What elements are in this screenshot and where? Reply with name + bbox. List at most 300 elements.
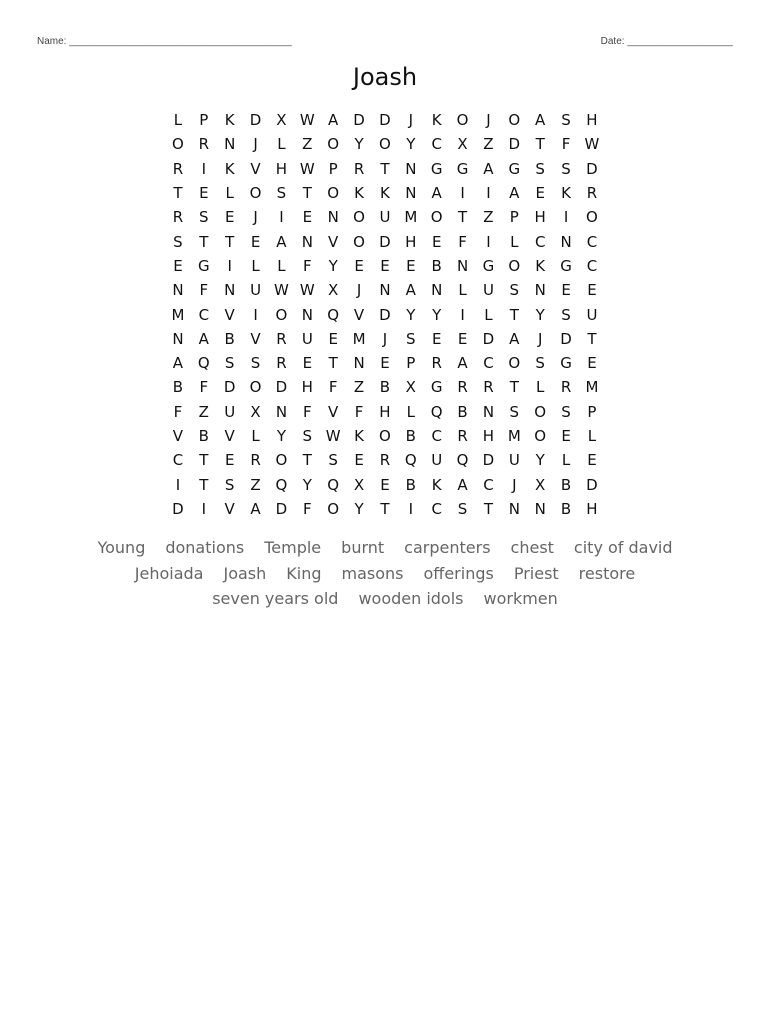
- grid-cell: W: [299, 281, 315, 300]
- grid-cell: T: [199, 475, 209, 494]
- grid-cell: V: [250, 329, 261, 348]
- grid-cell: D: [223, 378, 236, 397]
- grid-cell: K: [224, 111, 235, 130]
- grid-cell: U: [301, 329, 313, 348]
- grid-cell: O: [275, 305, 288, 324]
- grid-cell: S: [561, 159, 571, 178]
- word-bank-item: offerings: [423, 563, 494, 583]
- grid-cell: L: [587, 427, 597, 445]
- grid-cell: L: [251, 256, 260, 275]
- grid-cell: O: [249, 378, 262, 397]
- grid-cell: O: [327, 135, 340, 154]
- grid-cell: Y: [406, 135, 416, 154]
- grid-cell: P: [406, 354, 416, 373]
- grid-cell: W: [299, 159, 315, 178]
- word-bank-item: carpenters: [404, 538, 491, 557]
- grid-cell: G: [198, 256, 210, 275]
- grid-cell: E: [561, 281, 571, 300]
- grid-cell: N: [482, 402, 495, 421]
- grid-cell: O: [327, 499, 340, 518]
- grid-cell: R: [431, 354, 442, 373]
- word-bank-item: King: [286, 563, 322, 583]
- grid-cell: T: [173, 184, 183, 203]
- grid-cell: V: [172, 427, 184, 445]
- grid-cell: Y: [328, 256, 338, 275]
- word-bank-item: Priest: [513, 563, 559, 583]
- grid-cell: I: [279, 208, 284, 227]
- grid-cell: O: [430, 208, 443, 227]
- grid-cell: K: [354, 184, 364, 203]
- grid-cell: O: [379, 135, 391, 154]
- grid-cell: E: [250, 232, 261, 251]
- grid-cell: N: [456, 256, 469, 275]
- grid-cell: D: [353, 111, 365, 130]
- grid-row: [165, 229, 605, 253]
- grid-cell: Z: [353, 378, 365, 397]
- grid-cell: W: [299, 111, 315, 130]
- grid-cell: C: [431, 499, 442, 518]
- grid-cell: C: [586, 256, 598, 275]
- grid-cell: H: [379, 402, 391, 421]
- grid-cell: H: [534, 208, 546, 227]
- grid-cell: T: [225, 232, 235, 251]
- grid-cell: C: [483, 354, 494, 373]
- grid-cell: E: [406, 256, 416, 275]
- grid-cell: V: [224, 499, 235, 518]
- grid-cell: L: [484, 305, 493, 324]
- grid-cell: G: [430, 378, 443, 397]
- grid-cell: F: [328, 378, 338, 397]
- word-bank-item: seven years old: [212, 589, 339, 608]
- grid-cell: E: [302, 354, 313, 373]
- word-bank-line: [40, 561, 730, 587]
- grid-cell: S: [509, 281, 520, 300]
- grid-cell: C: [172, 451, 184, 470]
- grid-row: [165, 254, 605, 278]
- grid-cell: U: [586, 305, 598, 324]
- grid-row: [165, 472, 605, 496]
- grid-cell: R: [457, 378, 468, 397]
- grid-cell: S: [561, 402, 571, 421]
- grid-cell: I: [486, 232, 491, 251]
- date-line: Date: ___________________: [600, 36, 733, 47]
- grid-cell: M: [585, 378, 599, 397]
- grid-cell: K: [561, 184, 571, 203]
- grid-cell: B: [457, 402, 468, 421]
- grid-row: [165, 400, 605, 424]
- grid-cell: Y: [302, 475, 312, 494]
- grid-cell: X: [535, 475, 546, 494]
- grid-cell: Y: [432, 305, 442, 324]
- grid-cell: D: [482, 451, 495, 470]
- grid-cell: H: [275, 159, 288, 178]
- grid-cell: G: [456, 159, 469, 178]
- grid-cell: U: [250, 281, 262, 300]
- word-bank: [40, 535, 730, 612]
- word-bank-item: city of david: [573, 538, 673, 557]
- grid-cell: U: [508, 451, 520, 470]
- grid-cell: J: [408, 111, 414, 130]
- grid-cell: E: [302, 208, 313, 227]
- grid-cell: R: [586, 184, 598, 203]
- grid-cell: O: [353, 232, 365, 251]
- grid-cell: N: [431, 281, 443, 300]
- grid-cell: X: [405, 378, 416, 397]
- grid-row: [165, 278, 605, 302]
- grid-cell: I: [227, 256, 232, 275]
- grid-cell: E: [224, 451, 235, 470]
- grid-cell: Z: [302, 135, 313, 154]
- grid-cell: N: [172, 281, 184, 300]
- grid-cell: M: [404, 208, 418, 227]
- grid-cell: T: [509, 378, 519, 397]
- grid-cell: I: [201, 159, 207, 178]
- word-bank-item: Jehoiada: [134, 563, 204, 583]
- grid-cell: N: [405, 159, 417, 178]
- grid-cell: K: [535, 256, 546, 275]
- grid-cell: E: [380, 256, 390, 275]
- grid-cell: A: [276, 232, 287, 251]
- grid-row: [165, 375, 605, 399]
- grid-cell: U: [482, 281, 494, 300]
- grid-cell: O: [275, 451, 288, 470]
- grid-cell: X: [276, 111, 287, 130]
- grid-cell: Q: [275, 475, 288, 494]
- grid-cell: Q: [327, 475, 340, 494]
- grid-cell: D: [560, 329, 572, 348]
- grid-cell: B: [198, 427, 209, 445]
- grid-cell: K: [380, 184, 390, 203]
- grid-cell: E: [354, 256, 364, 275]
- grid-cell: E: [380, 475, 390, 494]
- grid-row: [165, 448, 605, 472]
- grid-cell: A: [172, 354, 184, 373]
- grid-cell: T: [199, 451, 209, 470]
- grid-cell: H: [586, 111, 598, 130]
- grid-cell: L: [277, 135, 286, 154]
- grid-cell: R: [457, 427, 468, 445]
- grid-cell: S: [509, 402, 520, 421]
- grid-cell: K: [431, 475, 442, 494]
- grid-cell: H: [482, 427, 495, 445]
- grid-cell: S: [302, 427, 313, 445]
- grid-cell: C: [431, 135, 442, 154]
- grid-cell: I: [486, 184, 491, 203]
- grid-cell: H: [301, 378, 313, 397]
- grid-cell: O: [456, 111, 469, 130]
- grid-cell: A: [457, 354, 468, 373]
- grid-cell: B: [405, 475, 416, 494]
- grid-cell: W: [325, 427, 341, 445]
- grid-cell: X: [250, 402, 261, 421]
- grid-cell: O: [508, 256, 521, 275]
- grid-cell: B: [431, 256, 442, 275]
- grid-row: [165, 327, 605, 351]
- grid-row: [165, 108, 605, 132]
- grid-cell: R: [353, 159, 365, 178]
- grid-cell: Q: [327, 305, 340, 324]
- grid-cell: N: [534, 499, 546, 518]
- grid-cell: Q: [404, 451, 417, 470]
- grid-cell: T: [302, 451, 312, 470]
- grid-cell: O: [172, 135, 184, 154]
- grid-cell: R: [560, 378, 572, 397]
- grid-cell: E: [587, 451, 597, 470]
- grid-cell: V: [353, 305, 365, 324]
- grid-cell: P: [328, 159, 338, 178]
- grid-cell: E: [173, 256, 183, 275]
- grid-cell: E: [380, 354, 390, 373]
- grid-cell: D: [586, 159, 598, 178]
- grid-cell: A: [509, 184, 520, 203]
- grid-cell: O: [586, 208, 598, 227]
- grid-cell: O: [534, 402, 547, 421]
- grid-cell: G: [430, 159, 443, 178]
- grid-cell: S: [250, 354, 261, 373]
- word-bank-item: wooden idols: [358, 589, 464, 608]
- grid-cell: A: [198, 329, 209, 348]
- grid-cell: K: [224, 159, 235, 178]
- grid-cell: R: [198, 135, 210, 154]
- grid-cell: N: [301, 305, 313, 324]
- grid-cell: I: [253, 305, 258, 324]
- letter-grid: [165, 108, 605, 521]
- grid-row: [165, 351, 605, 375]
- grid-cell: O: [508, 111, 521, 130]
- word-bank-item: masons: [341, 563, 404, 583]
- grid-cell: B: [405, 427, 416, 445]
- grid-cell: Z: [250, 475, 261, 494]
- grid-cell: C: [198, 305, 210, 324]
- grid-cell: Y: [535, 451, 545, 470]
- grid-cell: S: [535, 354, 545, 373]
- grid-row: [165, 132, 605, 156]
- grid-cell: P: [199, 111, 209, 130]
- grid-cell: Y: [535, 305, 545, 324]
- grid-cell: R: [276, 329, 287, 348]
- grid-cell: K: [354, 427, 364, 445]
- grid-cell: Y: [354, 135, 364, 154]
- grid-cell: L: [510, 232, 519, 251]
- grid-cell: L: [561, 451, 571, 470]
- grid-cell: I: [460, 184, 465, 203]
- grid-cell: R: [172, 159, 184, 178]
- grid-cell: Q: [456, 451, 469, 470]
- grid-cell: T: [302, 184, 312, 203]
- grid-cell: V: [328, 232, 339, 251]
- grid-cell: E: [354, 451, 364, 470]
- grid-cell: A: [405, 281, 416, 300]
- grid-cell: U: [431, 451, 443, 470]
- grid-cell: I: [460, 305, 465, 324]
- grid-cell: Y: [354, 499, 364, 518]
- grid-cell: C: [534, 232, 546, 251]
- grid-cell: E: [587, 354, 597, 373]
- grid-cell: F: [458, 232, 467, 251]
- grid-row: [165, 181, 605, 205]
- grid-cell: D: [275, 378, 288, 397]
- grid-cell: V: [224, 427, 235, 445]
- grid-cell: S: [406, 329, 416, 348]
- grid-cell: N: [275, 402, 288, 421]
- grid-cell: A: [431, 184, 442, 203]
- grid-cell: N: [353, 354, 365, 373]
- grid-cell: B: [560, 499, 572, 518]
- grid-cell: E: [224, 208, 235, 227]
- grid-cell: B: [172, 378, 184, 397]
- grid-cell: I: [563, 208, 569, 227]
- page-title: Joash: [352, 63, 418, 91]
- grid-cell: E: [457, 329, 468, 348]
- grid-cell: E: [431, 232, 442, 251]
- grid-cell: U: [379, 208, 391, 227]
- grid-cell: L: [458, 281, 467, 300]
- grid-cell: N: [224, 281, 236, 300]
- grid-cell: R: [250, 451, 261, 470]
- grid-cell: D: [172, 499, 184, 518]
- grid-cell: E: [587, 281, 597, 300]
- grid-cell: E: [535, 184, 545, 203]
- grid-cell: F: [199, 378, 209, 397]
- grid-cell: T: [483, 499, 494, 518]
- grid-cell: B: [560, 475, 572, 494]
- grid-cell: A: [328, 111, 339, 130]
- grid-cell: L: [225, 184, 234, 203]
- grid-cell: T: [328, 354, 338, 373]
- grid-row: [165, 424, 605, 448]
- grid-cell: N: [301, 232, 313, 251]
- word-bank-item: Temple: [264, 538, 322, 557]
- grid-cell: I: [201, 499, 207, 518]
- grid-cell: B: [224, 329, 235, 348]
- grid-cell: P: [509, 208, 519, 227]
- grid-cell: S: [535, 159, 545, 178]
- grid-cell: T: [199, 232, 209, 251]
- grid-cell: F: [173, 402, 183, 421]
- grid-cell: N: [327, 208, 339, 227]
- word-bank-item: burnt: [341, 538, 385, 557]
- grid-cell: J: [356, 281, 362, 300]
- grid-cell: J: [537, 329, 543, 348]
- grid-cell: S: [276, 184, 287, 203]
- grid-cell: R: [379, 451, 391, 470]
- grid-cell: J: [253, 208, 258, 227]
- grid-cell: N: [224, 135, 236, 154]
- grid-cell: D: [379, 232, 391, 251]
- grid-cell: Z: [198, 402, 209, 421]
- grid-cell: F: [561, 135, 571, 154]
- grid-cell: D: [249, 111, 262, 130]
- grid-cell: G: [560, 256, 572, 275]
- grid-cell: L: [536, 378, 545, 397]
- grid-cell: S: [224, 475, 235, 494]
- grid-cell: G: [508, 159, 521, 178]
- grid-row: [165, 205, 605, 229]
- grid-cell: N: [560, 232, 572, 251]
- grid-cell: G: [560, 354, 572, 373]
- grid-cell: O: [508, 354, 521, 373]
- grid-cell: R: [483, 378, 494, 397]
- grid-cell: F: [302, 402, 312, 421]
- word-bank-item: Joash: [223, 563, 267, 583]
- grid-row: [165, 302, 605, 326]
- grid-cell: V: [250, 159, 261, 178]
- word-bank-item: chest: [510, 538, 554, 557]
- grid-cell: J: [382, 329, 388, 348]
- grid-cell: X: [457, 135, 468, 154]
- grid-cell: D: [586, 475, 598, 494]
- grid-cell: O: [353, 208, 365, 227]
- grid-cell: L: [406, 402, 415, 421]
- grid-cell: N: [534, 281, 546, 300]
- grid-cell: O: [379, 427, 391, 445]
- grid-cell: J: [486, 111, 491, 130]
- grid-cell: T: [587, 329, 597, 348]
- grid-row: [165, 157, 605, 181]
- grid-cell: S: [561, 111, 571, 130]
- grid-cell: S: [457, 499, 468, 518]
- grid-cell: D: [275, 499, 288, 518]
- grid-cell: L: [251, 427, 260, 445]
- grid-cell: T: [509, 305, 519, 324]
- grid-cell: W: [274, 281, 289, 300]
- grid-cell: X: [328, 281, 339, 300]
- grid-cell: M: [507, 427, 521, 445]
- grid-cell: H: [405, 232, 417, 251]
- grid-cell: X: [353, 475, 365, 494]
- grid-cell: L: [277, 256, 286, 275]
- grid-cell: I: [408, 499, 414, 518]
- grid-cell: T: [457, 208, 468, 227]
- grid-cell: V: [328, 402, 339, 421]
- grid-cell: L: [173, 111, 183, 130]
- grid-cell: T: [535, 135, 545, 154]
- grid-cell: N: [172, 329, 184, 348]
- grid-cell: A: [250, 499, 261, 518]
- grid-cell: C: [431, 427, 442, 445]
- grid-cell: A: [509, 329, 520, 348]
- grid-cell: S: [561, 305, 571, 324]
- grid-cell: T: [380, 159, 390, 178]
- grid-cell: F: [302, 256, 312, 275]
- grid-cell: J: [512, 475, 517, 494]
- grid-cell: D: [379, 111, 391, 130]
- word-bank-item: restore: [578, 563, 636, 583]
- word-bank-line: [40, 586, 730, 612]
- grid-cell: F: [199, 281, 209, 300]
- word-bank-item: workmen: [483, 589, 558, 608]
- grid-cell: B: [379, 378, 391, 397]
- grid-cell: N: [379, 281, 391, 300]
- grid-cell: E: [431, 329, 442, 348]
- grid-cell: I: [175, 475, 181, 494]
- grid-cell: A: [483, 159, 494, 178]
- grid-cell: J: [253, 135, 258, 154]
- grid-cell: V: [224, 305, 235, 324]
- grid-row: [165, 497, 605, 521]
- grid-cell: K: [431, 111, 442, 130]
- grid-cell: Y: [276, 427, 287, 445]
- grid-cell: D: [508, 135, 521, 154]
- grid-cell: Z: [483, 135, 494, 154]
- grid-cell: S: [173, 232, 183, 251]
- grid-cell: O: [249, 184, 262, 203]
- grid-cell: O: [534, 427, 547, 445]
- word-bank-item: donations: [165, 538, 245, 557]
- grid-cell: S: [199, 208, 209, 227]
- grid-cell: P: [587, 402, 597, 421]
- grid-cell: M: [352, 329, 366, 348]
